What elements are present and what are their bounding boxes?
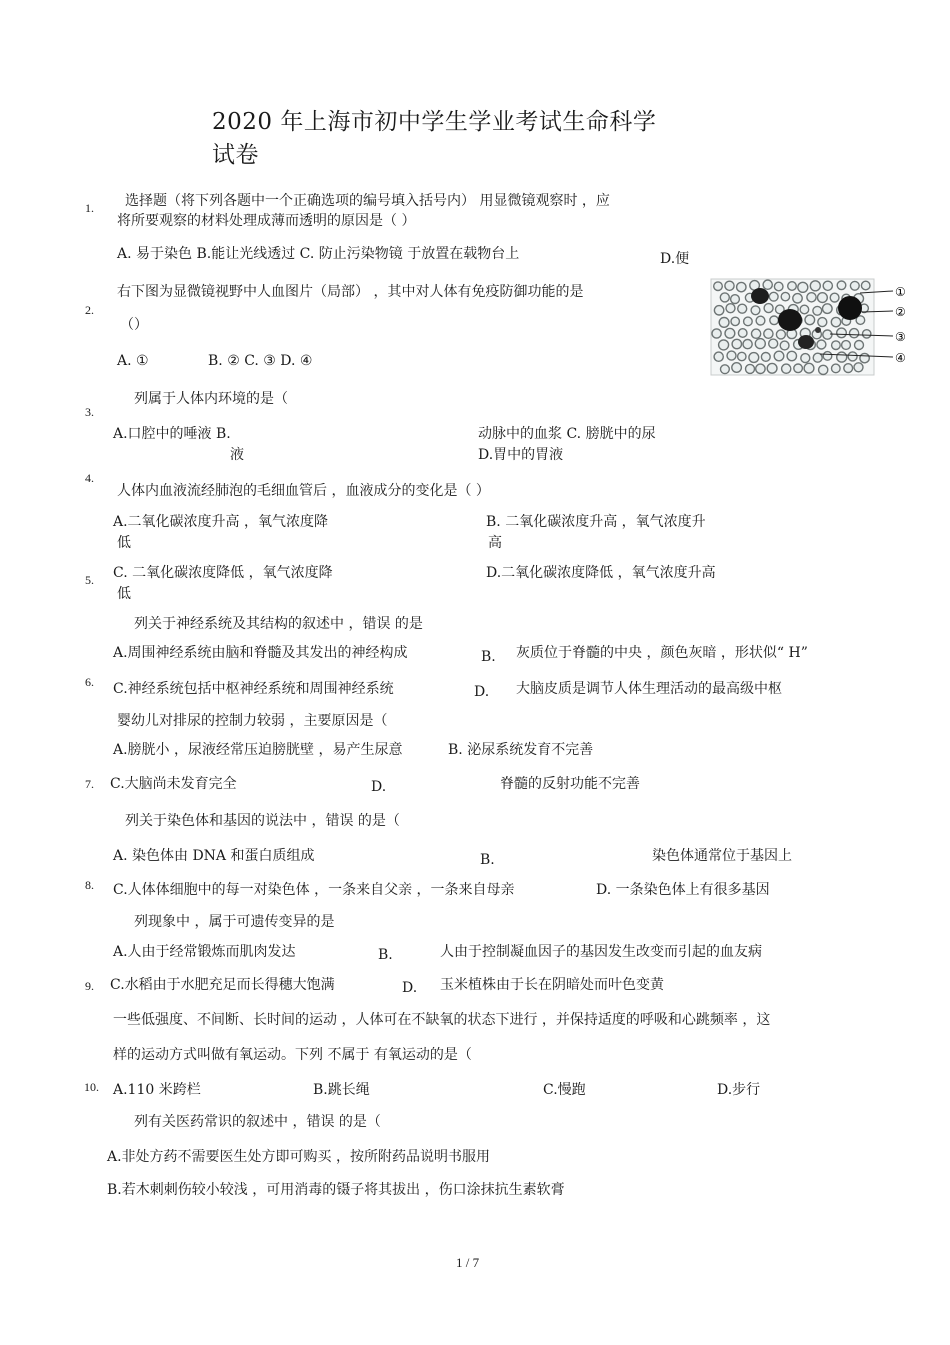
red-blood-cell [817, 340, 826, 349]
red-blood-cell [823, 330, 832, 339]
question-number: 3. [85, 405, 94, 419]
red-blood-cell [756, 316, 765, 325]
answer-option: A.周围神经系统由脑和脊髓及其发出的神经构成 [113, 645, 408, 661]
answer-option: C. 二氧化碳浓度降低 ，氧气浓度降 [113, 565, 333, 581]
red-blood-cell [793, 294, 802, 303]
answer-option: B. 泌尿系统发育不完善 [448, 742, 594, 758]
red-blood-cell [863, 330, 871, 338]
figure-label: ① [895, 285, 906, 299]
white-blood-cell [778, 309, 802, 331]
red-blood-cell [731, 295, 740, 304]
red-blood-cell [801, 354, 810, 363]
answer-option-letter: D. [371, 779, 387, 795]
answer-option: C.神经系统包括中枢神经系统和周围神经系统 [113, 681, 394, 697]
red-blood-cell [738, 329, 747, 338]
answer-option-continued: 低 [117, 586, 131, 602]
red-blood-cell [848, 352, 857, 361]
red-blood-cell [854, 363, 863, 372]
red-blood-cell [819, 365, 828, 374]
answer-option: C.慢跑 [543, 1082, 586, 1098]
red-blood-cell [842, 341, 851, 350]
question-stem: 选择题（将下列各题中一个正确选项的编号填入括号内） 用显微镜观察时 ，应 [125, 193, 610, 209]
answer-option: 玉米植株由于长在阴暗处而叶色变黄 [440, 977, 664, 993]
question-stem: 婴幼儿对排尿的控制力较弱 ，主要原因是（ [117, 713, 388, 729]
red-blood-cell [744, 317, 753, 326]
red-blood-cell [737, 282, 746, 291]
red-blood-cell [761, 353, 770, 362]
question-number: 4. [85, 471, 94, 485]
red-blood-cell [804, 363, 814, 373]
red-blood-cell [782, 364, 791, 373]
answer-option: C.人体体细胞中的每一对染色体 ，一条来自父亲 ，一条来自母亲 [113, 882, 515, 898]
white-blood-cell [798, 335, 814, 349]
red-blood-cell [769, 292, 778, 301]
answer-option-letter: B. [481, 649, 496, 665]
question-number: 5. [85, 573, 94, 587]
red-blood-cell [832, 341, 841, 350]
red-blood-cell [731, 317, 739, 325]
question-stem: 列属于人体内环境的是（ [134, 391, 288, 407]
figure-label: ③ [895, 330, 906, 344]
answer-option-letter: B. [378, 947, 393, 963]
red-blood-cell [787, 351, 796, 360]
answer-option: B. 二氧化碳浓度升高 ，氧气浓度升 [486, 514, 706, 530]
red-blood-cell [818, 318, 827, 327]
answer-option: C.大脑尚未发育完全 [110, 776, 237, 792]
question-stem: 列有关医药常识的叙述中 ，错误 的是（ [134, 1114, 381, 1130]
answer-option: A.二氧化碳浓度升高 ，氧气浓度降 [113, 514, 329, 530]
red-blood-cell [764, 304, 773, 313]
red-blood-cell [805, 315, 815, 325]
answer-option: B. ② C. ③ D. ④ [208, 353, 313, 369]
red-blood-cell [818, 293, 828, 303]
page-title: 2020 年上海市初中学生学业考试生命科学 [212, 109, 657, 135]
red-blood-cell [720, 293, 729, 302]
question-stem: 列关于神经系统及其结构的叙述中 ，错误 的是 [134, 616, 423, 632]
question-stem: 一些低强度、不间断、长时间的运动 ，人体可在不缺氧的状态下进行 ，并保持适度的呼吸和心跳频率 ，这 [113, 1012, 771, 1028]
white-blood-cell [751, 288, 769, 304]
red-blood-cell [774, 282, 783, 291]
answer-option: C.水稻由于水肥充足而长得穗大饱满 [110, 977, 335, 993]
answer-option: 脊髓的反射功能不完善 [500, 776, 640, 792]
red-blood-cell [832, 364, 841, 373]
question-number: 2. [85, 303, 94, 317]
red-blood-cell [764, 329, 773, 338]
answer-option: 大脑皮质是调节人体生理活动的最高级中枢 [516, 681, 782, 697]
answer-option: 人由于控制凝血因子的基因发生改变而引起的血友病 [440, 944, 762, 960]
red-blood-cell [719, 340, 729, 350]
red-blood-cell [860, 353, 869, 362]
red-blood-cell [746, 364, 755, 373]
answer-option-letter: B. [480, 852, 495, 868]
red-blood-cell [781, 292, 789, 300]
red-blood-cell [732, 363, 742, 373]
answer-option: D.二氧化碳浓度降低 ，氧气浓度升高 [486, 565, 716, 581]
red-blood-cell [714, 352, 723, 361]
blood-smear-figure [710, 278, 910, 378]
page-title-continued: 试卷 [212, 142, 259, 168]
red-blood-cell [855, 341, 864, 350]
red-blood-cell [798, 282, 808, 292]
answer-option: D.便 [660, 251, 690, 267]
answer-option: D.步行 [717, 1082, 761, 1098]
red-blood-cell [831, 317, 840, 326]
red-blood-cell [714, 282, 723, 291]
red-blood-cell [823, 352, 832, 361]
answer-option: 灰质位于脊髓的中央 ，颜色灰暗 ，形状似“ H” [516, 645, 808, 661]
red-blood-cell [714, 306, 723, 315]
red-blood-cell [800, 305, 809, 314]
red-blood-cell [721, 365, 730, 374]
answer-option-continued: 液 [230, 447, 244, 463]
answer-option: 染色体通常位于基因上 [652, 848, 792, 864]
red-blood-cell [837, 281, 846, 290]
red-blood-cell [751, 306, 760, 315]
red-blood-cell [743, 340, 752, 349]
page-number: 1 / 7 [456, 1255, 480, 1270]
red-blood-cell [776, 330, 785, 339]
red-blood-cell [794, 364, 803, 373]
answer-option: B.跳长绳 [313, 1082, 370, 1098]
answer-option: A.膀胱小 ，尿液经常压迫膀胱壁 ，易产生尿意 [113, 742, 403, 758]
answer-option: D.胃中的胃液 [478, 447, 564, 463]
answer-option: A. ① [117, 353, 149, 369]
question-number: 7. [85, 777, 94, 791]
red-blood-cell [763, 280, 772, 289]
question-number: 6. [85, 675, 94, 689]
question-stem: 列现象中 ，属于可遗传变异的是 [134, 914, 335, 930]
answer-option: A.口腔中的唾液 B. [113, 426, 231, 442]
red-blood-cell [844, 364, 853, 373]
question-stem: 列关于染色体和基因的说法中 ，错误 的是（ [125, 813, 400, 829]
red-blood-cell [755, 339, 765, 349]
answer-option: A.非处方药不需要医生处方即可购买 ，按所附药品说明书服用 [107, 1149, 491, 1165]
red-blood-cell [719, 318, 729, 328]
red-blood-cell [732, 339, 741, 348]
question-stem: 右下图为显微镜视野中人血图片（局部） ，其中对人体有免疫防御功能的是 [117, 284, 584, 300]
blood-smear-image [710, 278, 910, 378]
question-number: 1. [85, 201, 94, 215]
red-blood-cell [725, 281, 734, 290]
answer-option-continued: 低 [117, 535, 131, 551]
red-blood-cell [774, 351, 784, 361]
figure-label: ④ [895, 351, 906, 365]
red-blood-cell [837, 328, 847, 338]
red-blood-cell [767, 363, 777, 373]
answer-option: A.110 米跨栏 [113, 1082, 201, 1098]
answer-option: D. 一条染色体上有很多基因 [596, 882, 770, 898]
red-blood-cell [726, 304, 735, 313]
red-blood-cell [823, 304, 833, 314]
question-stem: （） [120, 317, 148, 333]
figure-label: ② [895, 305, 906, 319]
answer-option: A.人由于经常锻炼而肌肉发达 [113, 944, 296, 960]
red-blood-cell [780, 341, 789, 350]
white-blood-cell [838, 296, 862, 320]
red-blood-cell [749, 353, 759, 363]
red-blood-cell [738, 352, 746, 360]
question-stem: 人体内血液流经肺泡的毛细血管后 ，血液成分的变化是（ ） [117, 483, 490, 499]
red-blood-cell [807, 293, 816, 302]
answer-option-letter: D. [474, 684, 490, 700]
red-blood-cell [823, 281, 832, 290]
red-blood-cell [810, 281, 820, 291]
red-blood-cell [738, 304, 747, 313]
red-blood-cell [769, 339, 778, 348]
answer-option: B.若木刺刺伤较小较浅 ，可用消毒的镊子将其拔出 ，伤口涂抹抗生素软膏 [107, 1182, 565, 1198]
red-blood-cell [830, 293, 839, 302]
answer-option: 动脉中的血浆 C. 膀胱中的尿 [478, 426, 656, 442]
red-blood-cell [850, 281, 859, 290]
red-blood-cell [770, 316, 779, 325]
question-number: 10. [84, 1080, 99, 1094]
red-blood-cell [727, 351, 736, 360]
answer-option: A. 染色体由 DNA 和蛋白质组成 [113, 848, 315, 864]
answer-option-continued: 高 [488, 535, 502, 551]
question-stem: 样的运动方式叫做有氧运动。下列 不属于 有氧运动的是（ [113, 1047, 472, 1063]
red-blood-cell [861, 281, 870, 290]
red-blood-cell [813, 306, 822, 315]
red-blood-cell [712, 329, 721, 338]
red-blood-cell [850, 329, 859, 338]
red-blood-cell [725, 328, 735, 338]
red-blood-cell [756, 364, 765, 373]
question-number: 8. [85, 878, 94, 892]
red-blood-cell [788, 282, 797, 291]
question-stem: 将所要观察的材料处理成薄而透明的原因是（ ） [117, 213, 416, 229]
red-blood-cell [813, 353, 822, 362]
question-number: 9. [85, 979, 94, 993]
red-blood-cell [837, 352, 847, 362]
answer-option: A. 易于染色 B.能让光线透过 C. 防止污染物镜 于放置在载物台上 [117, 246, 520, 262]
platelet [815, 327, 821, 333]
answer-option-letter: D. [402, 980, 418, 996]
red-blood-cell [752, 329, 761, 338]
